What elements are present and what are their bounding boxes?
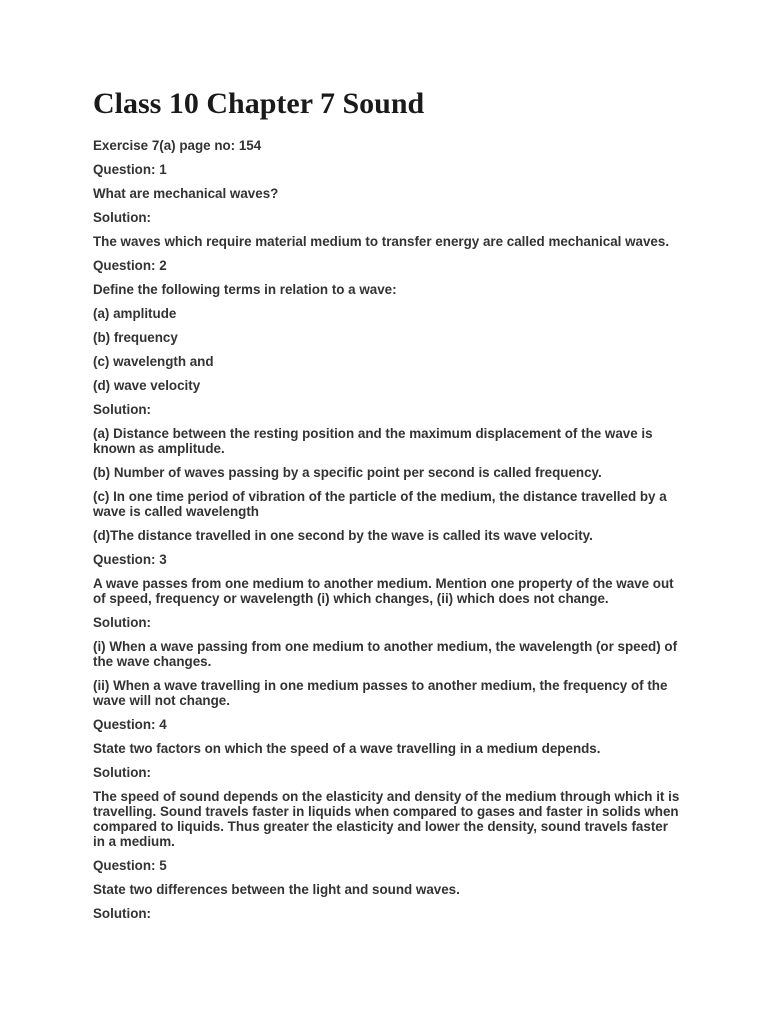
document-title: Class 10 Chapter 7 Sound: [93, 87, 425, 120]
solution-text: (d)The distance travelled in one second by the wave is called its wave velocity.: [93, 528, 593, 543]
question-text: State two factors on which the speed of a wave travelling in a medium depends.: [93, 741, 601, 756]
solution-text: (a) Distance between the resting position and the maximum displacement of the wave is known as amplitude.: [93, 426, 653, 456]
solution-text: (b) Number of waves passing by a specific point per second is called frequency.: [93, 465, 602, 480]
solution-text: (ii) When a wave travelling in one medium passes to another medium, the frequency of the wave will not change.: [93, 678, 668, 708]
list-item: (c) wavelength and: [93, 354, 214, 369]
list-item: (b) frequency: [93, 330, 178, 345]
question-text: A wave passes from one medium to another medium. Mention one property of the wave out of speed, frequency or wavelength (i) which changes, (ii) which does not change.: [93, 576, 674, 606]
question-text: State two differences between the light and sound waves.: [93, 882, 460, 897]
solution-label: Solution:: [93, 765, 152, 780]
document-body: [93, 86, 683, 930]
solution-text: (i) When a wave passing from one medium to another medium, the wavelength (or speed) of the wave changes.: [93, 639, 678, 669]
question-label: Question: 2: [93, 258, 167, 273]
question-text: What are mechanical waves?: [93, 186, 279, 201]
solution-label: Solution:: [93, 906, 152, 921]
question-label: Question: 3: [93, 552, 167, 567]
solution-text: The waves which require material medium to transfer energy are called mechanical waves.: [93, 234, 670, 249]
list-item: (d) wave velocity: [93, 378, 201, 393]
solution-text: The speed of sound depends on the elasticity and density of the medium through which it is travelling. Sound travels faster in liquids when compared to gases and faster in solids when compared to liquids. Thus greater the elasticity and lower the density, sound travels faster in a medium.: [93, 789, 680, 849]
solution-label: Solution:: [93, 210, 152, 225]
solution-text: (c) In one time period of vibration of the particle of the medium, the distance travelled by a wave is called wavelength: [93, 489, 667, 519]
solution-label: Solution:: [93, 615, 152, 630]
question-label: Question: 5: [93, 858, 167, 873]
question-label: Question: 1: [93, 162, 167, 177]
question-label: Question: 4: [93, 717, 167, 732]
exercise-heading: Exercise 7(a) page no: 154: [93, 138, 262, 153]
question-text: Define the following terms in relation to a wave:: [93, 282, 397, 297]
list-item: (a) amplitude: [93, 306, 177, 321]
solution-label: Solution:: [93, 402, 152, 417]
